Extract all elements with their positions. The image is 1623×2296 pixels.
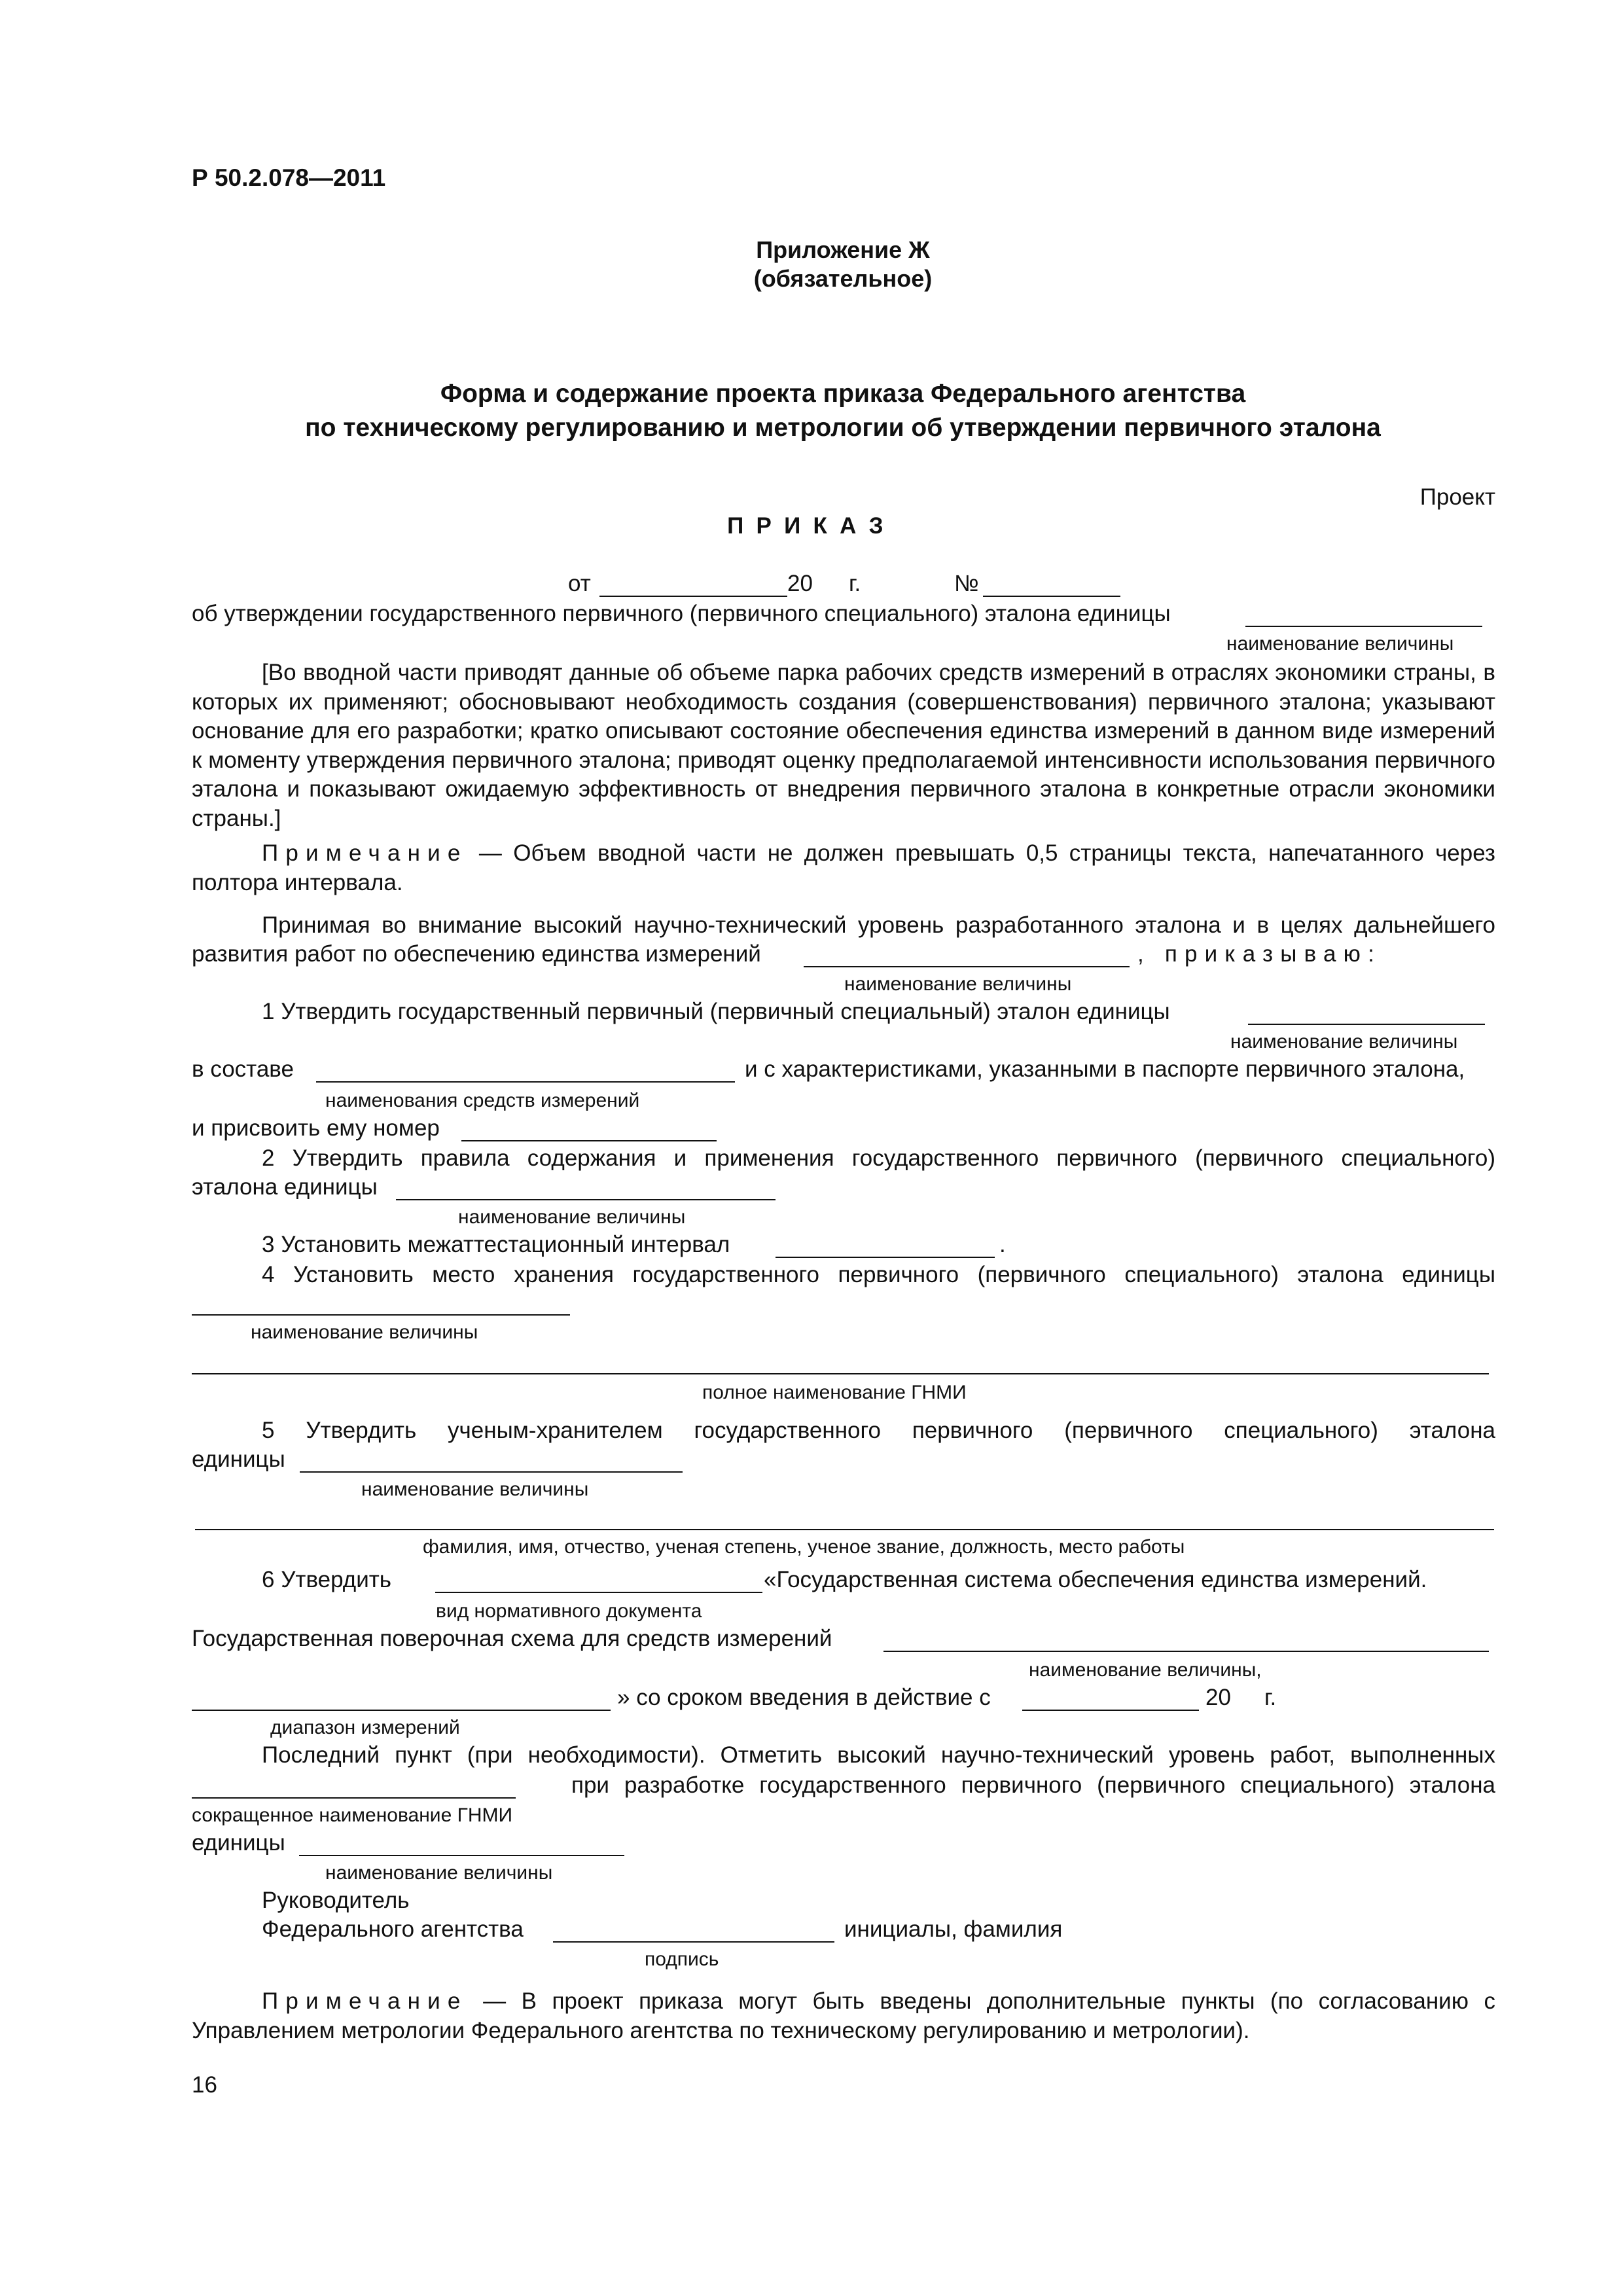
accept-quantity-blank: [804, 966, 1130, 967]
caption-quantity-2: наименование величины: [844, 973, 1072, 995]
intro-paragraph: [Во вводной части приводят данные об объеме парка рабочих средств измерений в отраслях экономики страны, в которых их применяют; обосновывают необходимость создания (совершенствования) первичного эталона; указывают основание для его разработки; кратко описывают состояние обеспечения единства измерений в данном виде измерений к моменту утверждения первичного эталона; приводят оценку предполагаемой интенсивности использования первичного эталона и показывают ожидаемую эффективность от внедрения первичного эталона в конкретные отрасли экономики страны.]: [192, 660, 1495, 831]
in-composition-label: в составе: [192, 1056, 294, 1082]
characteristics-text: и с характеристиками, указанными в паспорте первичного эталона,: [745, 1056, 1465, 1082]
page-number: 16: [192, 2072, 217, 2098]
note-2-label: Примечание: [262, 1988, 468, 2014]
item-3-period: .: [999, 1232, 1006, 1257]
year-suffix: г.: [849, 571, 861, 596]
signature-blank: [553, 1941, 834, 1943]
last-item-line-2: при разработке государственного первичного (первичного специального) эталона: [571, 1772, 1495, 1798]
caption-quantity-1: наименование величины: [1226, 633, 1454, 655]
accept-line-1: Принимая во внимание высокий научно-технический уровень разработанного эталона и в целях дальнейшего: [262, 912, 1495, 938]
doc-type-blank: [435, 1592, 762, 1593]
appendix-title: Приложение Ж: [756, 236, 930, 263]
scheme-line: Государственная поверочная схема для средств измерений: [192, 1626, 832, 1651]
signature-role-2: Федерального агентства: [262, 1916, 524, 1942]
term-text: » со сроком введения в действие с: [617, 1685, 991, 1710]
section-title-line2: по техническому регулированию и метрологии об утверждении первичного эталона: [305, 414, 1381, 442]
term-year-prefix: 20: [1205, 1685, 1231, 1710]
date-from-label: от: [568, 571, 591, 596]
item-5-line-1: 5 Утвердить ученым-хранителем государственного первичного (первичного специального) эталона: [262, 1418, 1495, 1443]
accept-line-2: развития работ по обеспечению единства измерений: [192, 941, 761, 967]
scheme-blank: [883, 1651, 1489, 1652]
year-prefix: 20: [787, 571, 813, 596]
custodian-blank: [195, 1529, 1494, 1530]
caption-instruments: наименования средств измерений: [325, 1090, 640, 1111]
signature-name: инициалы, фамилия: [844, 1916, 1063, 1942]
caption-person: фамилия, имя, отчество, ученая степень, ученое звание, должность, место работы: [423, 1536, 1185, 1558]
order-subject: об утверждении государственного первичного (первичного специального) эталона единицы: [192, 601, 1171, 626]
note-2: [192, 1987, 1495, 2045]
caption-gnmi-short: сокращенное наименование ГНМИ: [192, 1804, 513, 1826]
item-5-unit-blank: [300, 1471, 683, 1473]
subject-unit-blank: [1245, 626, 1482, 627]
item-2-unit-blank: [396, 1199, 776, 1200]
item-4: 4 Установить место хранения государственного первичного (первичного специального) эталона единицы: [262, 1262, 1495, 1287]
number-blank: [983, 596, 1120, 597]
caption-quantity-comma: наименование величины,: [1029, 1659, 1262, 1681]
caption-quantity-6: наименование величины: [361, 1479, 589, 1500]
item-6-start: 6 Утвердить: [262, 1567, 392, 1592]
item-1: 1 Утвердить государственный первичный (первичный специальный) эталон единицы: [262, 999, 1170, 1024]
item-6-end: «Государственная система обеспечения единства измерений.: [764, 1567, 1427, 1592]
composition-blank: [316, 1081, 735, 1083]
signature-role-1: Руководитель: [262, 1888, 410, 1913]
unit-word: единицы: [192, 1830, 285, 1856]
assign-number-blank: [461, 1140, 717, 1141]
item-2-line-2: эталона единицы: [192, 1174, 378, 1200]
order-verb: [1137, 940, 1382, 969]
term-year-suffix: г.: [1264, 1685, 1277, 1710]
order-heading: ПРИКАЗ: [727, 513, 896, 539]
item-5-line-2: единицы: [192, 1446, 285, 1472]
document-code: Р 50.2.078—2011: [192, 164, 386, 191]
gnmi-short-blank: [192, 1797, 516, 1799]
draft-label: Проект: [1419, 484, 1495, 510]
caption-quantity-4: наименование величины: [458, 1206, 686, 1228]
item-1-unit-blank: [1248, 1024, 1485, 1025]
caption-quantity-3: наименование величины: [1230, 1031, 1458, 1052]
assign-number-text: и присвоить ему номер: [192, 1115, 440, 1141]
interval-blank: [776, 1257, 995, 1258]
order-verb-text: , приказываю:: [1137, 941, 1382, 967]
appendix-status: (обязательное): [753, 265, 933, 292]
section-title-line1: Форма и содержание проекта приказа Федерального агентства: [440, 380, 1246, 408]
last-item-unit-blank: [299, 1855, 624, 1856]
gnmi-full-blank: [192, 1373, 1489, 1374]
caption-quantity-5: наименование величины: [251, 1321, 478, 1343]
item-4-unit-blank: [192, 1314, 570, 1316]
caption-range: диапазон измерений: [270, 1717, 460, 1738]
note-1-text: — Объем вводной части не должен превышать 0,5 страницы текста, напечатанного через полтора интервала.: [192, 840, 1495, 895]
last-item-line-1: Последний пункт (при необходимости). Отметить высокий научно-технический уровень работ, выполненных: [262, 1742, 1495, 1768]
range-blank: [192, 1710, 611, 1711]
note-1: [192, 839, 1495, 897]
item-3: 3 Установить межаттестационный интервал: [262, 1232, 730, 1257]
caption-quantity-7: наименование величины: [325, 1862, 553, 1884]
note-1-label: Примечание: [262, 840, 468, 866]
term-date-blank: [1022, 1710, 1199, 1711]
caption-gnmi-full: полное наименование ГНМИ: [702, 1382, 967, 1403]
caption-signature: подпись: [645, 1948, 719, 1970]
note-2-text: — В проект приказа могут быть введены дополнительные пункты (по согласованию с Управлением метрологии Федерального агентства по техническому регулированию и метрологии).: [192, 1988, 1495, 2043]
caption-doc-type: вид нормативного документа: [436, 1600, 702, 1622]
date-blank: [599, 596, 787, 597]
number-sign: №: [954, 571, 979, 596]
item-2-line-1: 2 Утвердить правила содержания и применения государственного первичного (первичного специального): [262, 1145, 1495, 1171]
